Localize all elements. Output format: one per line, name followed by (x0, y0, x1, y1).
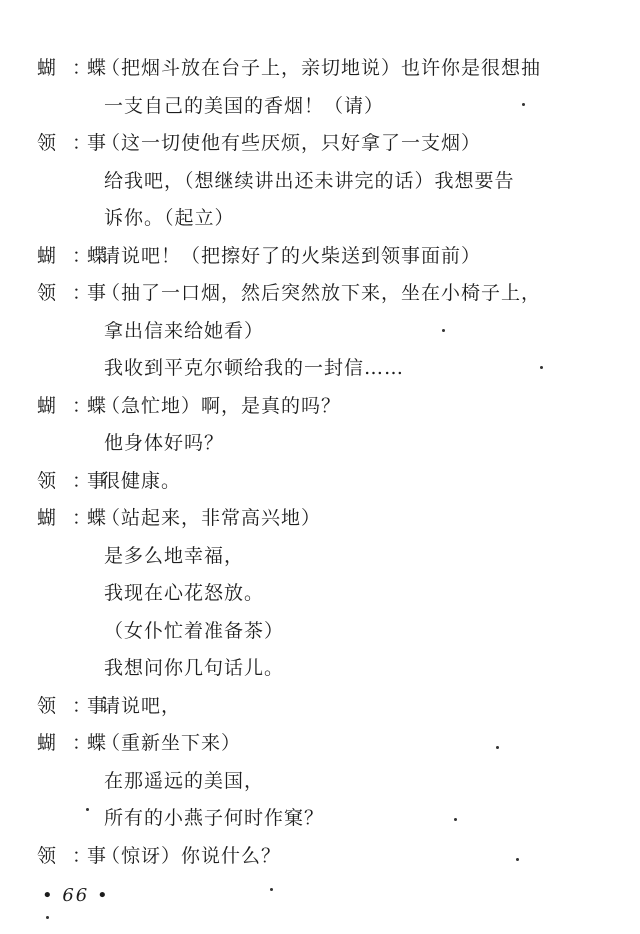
dialogue-text: （把烟斗放在台子上，亲切地说）也许你是很想抽 (101, 57, 542, 79)
dialogue-line (0, 688, 640, 726)
dialogue-text: （惊讶）你说什么？ (101, 844, 282, 867)
speaker-char: 事 (86, 132, 107, 154)
dialogue-line (0, 350, 640, 388)
scan-speck (86, 808, 89, 811)
dialogue-line (0, 200, 640, 238)
speaker-colon: ： (72, 132, 93, 154)
speaker-char: 蝶 (86, 57, 107, 79)
speaker-colon: ： (72, 732, 93, 754)
speaker-colon: ： (72, 844, 93, 867)
speaker-char: 事 (86, 469, 107, 492)
scan-speck (522, 103, 525, 106)
scan-speck (442, 329, 445, 332)
continuation-text: 我想问你几句话儿。 (104, 657, 285, 679)
scan-speck (496, 746, 499, 749)
speaker-char: 事 (86, 844, 107, 867)
dialogue-text: （站起来，非常高兴地） (101, 507, 322, 529)
continuation-text: 诉你。（起立） (104, 207, 235, 229)
page-number: • 66 • (42, 885, 110, 906)
dialogue-line (0, 88, 640, 126)
continuation-text: 在那遥远的美国， (104, 769, 265, 792)
continuation-text: 他身体好吗？ (104, 432, 225, 454)
continuation-text: 给我吧，（想继续讲出还未讲完的话）我想要告 (104, 169, 515, 192)
speaker-char: 领 (37, 694, 58, 717)
speaker-char: 蝶 (86, 394, 107, 417)
speaker-char: 事 (86, 282, 107, 304)
speaker-char: 蝴 (37, 244, 58, 267)
dialogue-line (0, 838, 640, 876)
dialogue-text: 请说吧！（把擦好了的火柴送到领事面前） (101, 244, 482, 267)
dialogue-line (0, 163, 640, 201)
dialogue-line (0, 613, 640, 651)
scan-speck (540, 366, 543, 369)
continuation-text: 是多么地幸福， (104, 544, 245, 567)
speaker-char: 蝴 (37, 394, 58, 417)
dialogue-text: （这一切使他有些厌烦，只好拿了一支烟） (101, 132, 482, 154)
dialogue-line (0, 763, 640, 801)
speaker-char: 领 (37, 282, 58, 304)
continuation-text: 拿出信来给她看） (104, 319, 265, 342)
dialogue-text: （抽了一口烟，然后突然放下来，坐在小椅子上， (101, 282, 542, 304)
continuation-text: 一支自己的美国的香烟！（请） (104, 94, 385, 117)
speaker-char: 蝴 (37, 57, 58, 79)
scan-speck (46, 916, 49, 919)
speaker-char: 蝶 (86, 732, 107, 754)
speaker-char: 领 (37, 132, 58, 154)
dialogue-line (0, 463, 640, 501)
speaker-colon: ： (72, 507, 93, 529)
scan-speck (454, 818, 457, 821)
speaker-char: 蝴 (37, 732, 58, 754)
dialogue-line (0, 388, 640, 426)
dialogue-text: （急忙地）啊，是真的吗？ (101, 394, 342, 417)
speaker-colon: ： (72, 469, 93, 492)
continuation-text: 我收到平克尔顿给我的一封信…… (104, 357, 405, 379)
continuation-text: 我现在心花怒放。 (104, 582, 265, 604)
dialogue-line (0, 50, 640, 88)
speaker-colon: ： (72, 57, 93, 79)
speaker-colon: ： (72, 694, 93, 717)
dialogue-line (0, 725, 640, 763)
scan-speck (516, 858, 519, 861)
dialogue-line (0, 275, 640, 313)
dialogue-line (0, 650, 640, 688)
dialogue-text: 很健康。 (101, 469, 182, 492)
speaker-char: 蝶 (86, 507, 107, 529)
dialogue-text: 请说吧， (101, 694, 182, 717)
dialogue-line (0, 575, 640, 613)
stage-direction: （女仆忙着准备茶） (104, 619, 285, 642)
speaker-colon: ： (72, 244, 93, 267)
dialogue-line (0, 538, 640, 576)
dialogue-line (0, 238, 640, 276)
speaker-char: 蝴 (37, 507, 58, 529)
dialogue-line (0, 500, 640, 538)
dialogue-text: （重新坐下来） (101, 732, 242, 754)
speaker-char: 蝶 (86, 244, 107, 267)
speaker-char: 事 (86, 694, 107, 717)
dialogue-line (0, 800, 640, 838)
dialogue-line (0, 425, 640, 463)
speaker-char: 领 (37, 844, 58, 867)
continuation-text: 所有的小燕子何时作窠？ (104, 807, 325, 829)
speaker-colon: ： (72, 282, 93, 304)
speaker-char: 领 (37, 469, 58, 492)
dialogue-line (0, 125, 640, 163)
dialogue-line (0, 313, 640, 351)
scan-speck (270, 888, 273, 891)
speaker-colon: ： (72, 394, 93, 417)
